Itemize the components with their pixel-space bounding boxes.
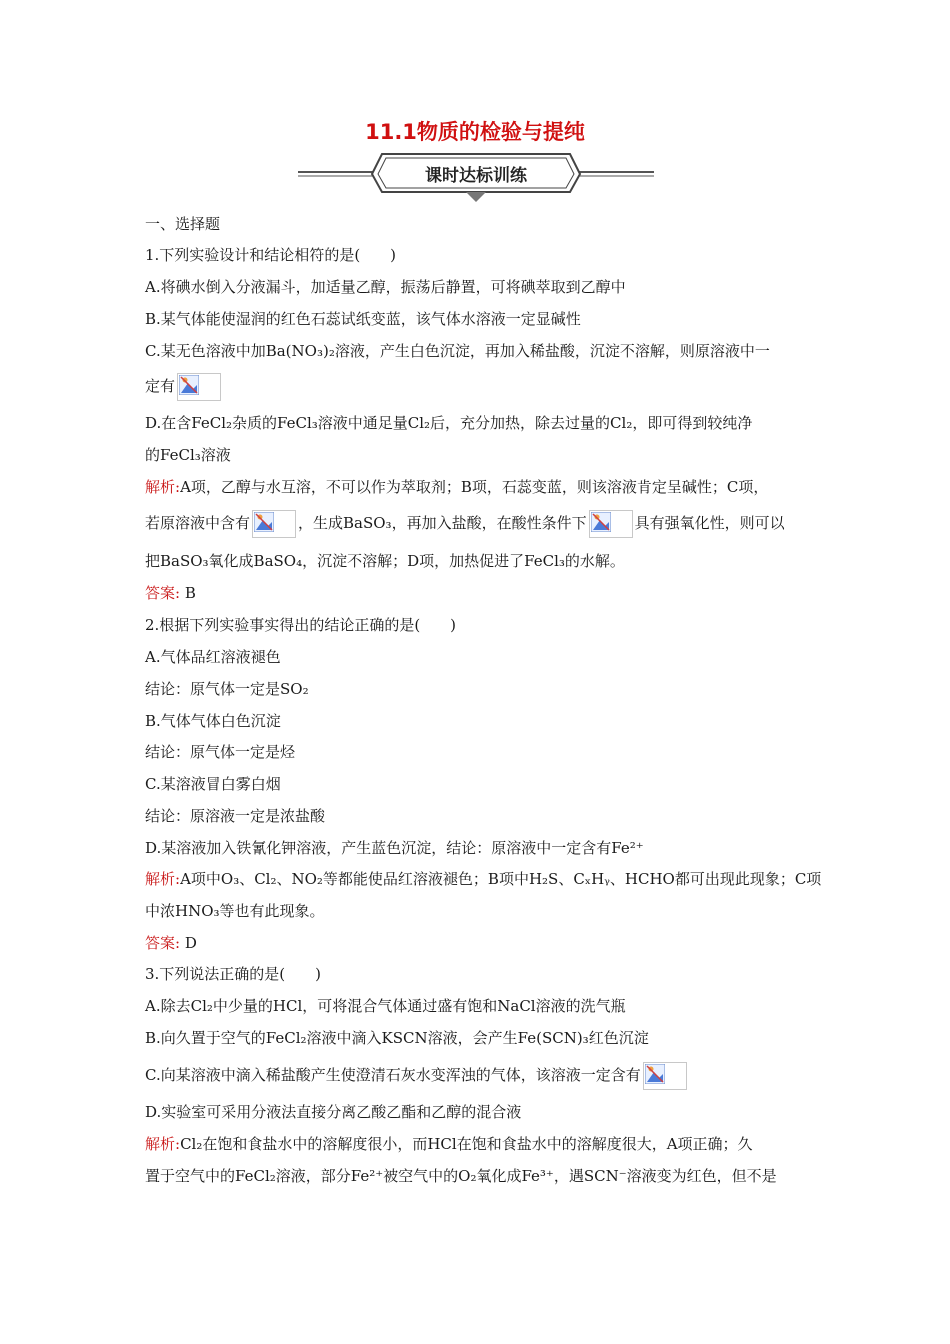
q2-option-b: B.气体气体白色沉淀	[145, 712, 281, 730]
answer-value: B	[180, 584, 196, 602]
q3-option-b: B.向久置于空气的FeCl₂溶液中滴入KSCN溶液，会产生Fe(SCN)₃红色沉淀	[145, 1029, 649, 1047]
analysis-1-line2	[145, 510, 785, 538]
analysis-2	[145, 868, 821, 890]
question-2: 2.根据下列实验事实得出的结论正确的是( )	[145, 616, 457, 634]
analysis-1	[145, 476, 768, 498]
q3-option-c	[145, 1062, 689, 1090]
analysis-text: 若原溶液中含有	[145, 514, 251, 532]
analysis-text: A项，乙醇与水互溶，不可以作为萃取剂；B项，石蕊变蓝，则该溶液肯定呈碱性；C项，	[180, 478, 769, 496]
page-title: 11.1物质的检验与提纯	[365, 120, 585, 144]
analysis-text: ，生成BaSO₃，再加入盐酸，在酸性条件下	[298, 514, 587, 532]
broken-image-icon	[643, 1062, 687, 1090]
answer-label: 答案:	[145, 584, 181, 602]
analysis-label: 解析:	[145, 870, 181, 888]
q1-option-d-cont: 的FeCl₃溶液	[145, 446, 231, 464]
answer-label: 答案:	[145, 934, 181, 952]
answer-value: D	[180, 934, 197, 952]
analysis-3	[145, 1133, 753, 1155]
section-heading: 一、选择题	[145, 215, 221, 233]
q3c-text: C.向某溶液中滴入稀盐酸产生使澄清石灰水变浑浊的气体，该溶液一定含有	[145, 1066, 641, 1084]
q1-option-c: C.某无色溶液中加Ba(NO₃)₂溶液，产生白色沉淀，再加入稀盐酸，沉淀不溶解，则原溶液中一	[145, 342, 770, 360]
analysis-3-line2: 置于空气中的FeCl₂溶液，部分Fe²⁺被空气中的O₂氧化成Fe³⁺，遇SCN⁻溶液变为红色，但不是	[145, 1167, 777, 1185]
broken-image-icon	[177, 373, 221, 401]
q2-conclusion-a: 结论：原气体一定是SO₂	[145, 680, 309, 698]
answer-2	[145, 932, 197, 954]
q1-option-a: A.将碘水倒入分液漏斗，加适量乙醇，振荡后静置，可将碘萃取到乙醇中	[145, 278, 626, 296]
question-3: 3.下列说法正确的是( )	[145, 965, 322, 983]
analysis-text: 具有强氧化性，则可以	[634, 514, 785, 532]
q1c-text: 定有	[145, 377, 176, 395]
q2-option-d: D.某溶液加入铁氰化钾溶液，产生蓝色沉淀，结论：原溶液中一定含有Fe²⁺	[145, 839, 644, 857]
q3-option-d: D.实验室可采用分液法直接分离乙酸乙酯和乙醇的混合液	[145, 1103, 522, 1121]
broken-image-icon	[589, 510, 633, 538]
q1-option-d: D.在含FeCl₂杂质的FeCl₃溶液中通足量Cl₂后，充分加热，除去过量的Cl₂，即可得到较纯净	[145, 414, 753, 432]
q1-option-b: B.某气体能使湿润的红色石蕊试纸变蓝，该气体水溶液一定显碱性	[145, 310, 581, 328]
q2-conclusion-b: 结论：原气体一定是烃	[145, 743, 296, 761]
q1-option-c-cont	[145, 373, 223, 401]
answer-1	[145, 582, 196, 604]
q2-conclusion-c: 结论：原溶液一定是浓盐酸	[145, 807, 326, 825]
analysis-text: A项中O₃、Cl₂、NO₂等都能使品红溶液褪色；B项中H₂S、CₓHᵧ、HCHO都可出现此现象；C项	[180, 870, 822, 888]
analysis-text: Cl₂在饱和食盐水中的溶解度很小，而HCl在饱和食盐水中的溶解度很大，A项正确；久	[180, 1135, 753, 1153]
broken-image-icon	[252, 510, 296, 538]
banner-label: 课时达标训练	[425, 166, 527, 186]
analysis-label: 解析:	[145, 478, 181, 496]
q2-option-a: A.气体品红溶液褪色	[145, 648, 281, 666]
analysis-2-line2: 中浓HNO₃等也有此现象。	[145, 902, 325, 920]
question-1: 1.下列实验设计和结论相符的是( )	[145, 246, 397, 264]
banner	[298, 152, 654, 202]
q2-option-c: C.某溶液冒白雾白烟	[145, 775, 281, 793]
analysis-1-line3: 把BaSO₃氧化成BaSO₄，沉淀不溶解；D项，加热促进了FeCl₃的水解。	[145, 552, 625, 570]
analysis-label: 解析:	[145, 1135, 181, 1153]
q3-option-a: A.除去Cl₂中少量的HCl，可将混合气体通过盛有饱和NaCl溶液的洗气瓶	[145, 997, 626, 1015]
